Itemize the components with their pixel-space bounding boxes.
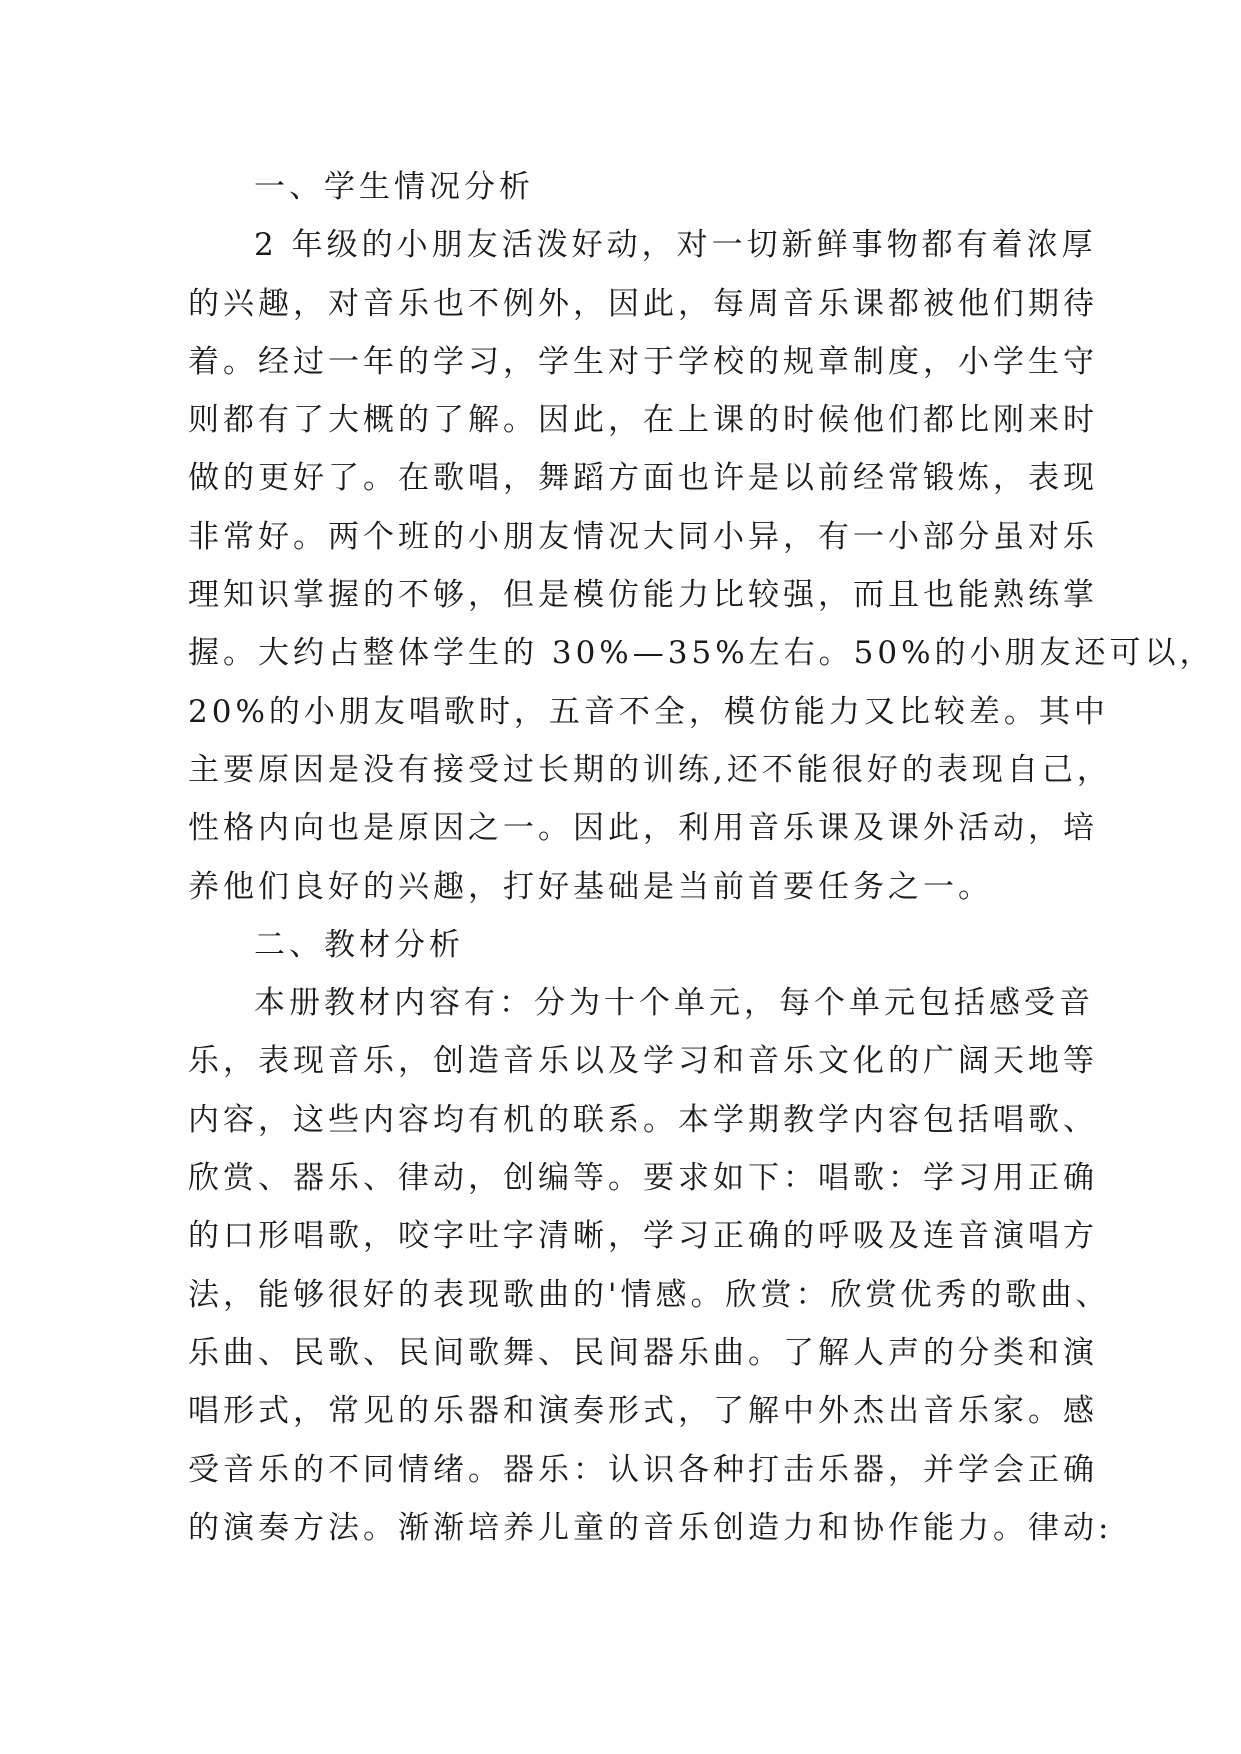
paragraph-line: 乐曲、民歌、民间歌舞、民间器乐曲。了解人声的分类和演 [188,1334,1098,1371]
paragraph-line: 着。经过一年的学习，学生对于学校的规章制度，小学生守 [188,343,1098,380]
paragraph-line: 非常好。两个班的小朋友情况大同小异，有一小部分虽对乐 [188,518,1098,555]
paragraph-line: 握。大约占整体学生的 30%—35%左右。50%的小朋友还可以， [188,635,1215,672]
paragraph-line: 欣赏、器乐、律动，创编等。要求如下：唱歌：学习用正确 [188,1160,1098,1197]
paragraph-line: 法，能够很好的表现歌曲的'情感。欣赏：欣赏优秀的歌曲、 [188,1276,1111,1313]
paragraph-line: 内容，这些内容均有机的联系。本学期教学内容包括唱歌、 [188,1101,1098,1138]
paragraph-line: 的演奏方法。渐渐培养儿童的音乐创造力和协作能力。律动: [188,1509,1113,1546]
heading-student-analysis: 一、学生情况分析 [254,169,534,205]
paragraph-line: 唱形式，常见的乐器和演奏形式，了解中外杰出音乐家。感 [188,1393,1098,1430]
paragraph-line: 养他们良好的兴趣，打好基础是当前首要任务之一。 [188,868,993,905]
paragraph-line: 性格内向也是原因之一。因此，利用音乐课及课外活动，培 [188,810,1098,847]
paragraph-line: 受音乐的不同情绪。器乐：认识各种打击乐器，并学会正确 [188,1451,1098,1488]
paragraph-line: 20%的小朋友唱歌时，五音不全，模仿能力又比较差。其中 [188,693,1109,730]
paragraph-line: 则都有了大概的了解。因此，在上课的时候他们都比刚来时 [188,402,1098,439]
paragraph-line: 乐，表现音乐，创造音乐以及学习和音乐文化的广阔天地等 [188,1043,1098,1080]
paragraph-line: 的口形唱歌，咬字吐字清晰，学习正确的呼吸及连音演唱方 [188,1218,1098,1255]
paragraph-line: 的兴趣，对音乐也不例外，因此，每周音乐课都被他们期待 [188,285,1098,322]
paragraph-line: 本册教材内容有：分为十个单元，每个单元包括感受音 [254,985,1094,1022]
paragraph-line: 理知识掌握的不够，但是模仿能力比较强，而且也能熟练掌 [188,577,1098,614]
heading-textbook-analysis: 二、教材分析 [254,926,464,963]
document-body [188,158,1215,1557]
paragraph-line: 主要原因是没有接受过长期的训练,还不能很好的表现自己， [188,751,1112,788]
paragraph-line: 2 年级的小朋友活泼好动，对一切新鲜事物都有着浓厚 [254,227,1097,264]
paragraph-line: 做的更好了。在歌唱，舞蹈方面也许是以前经常锻炼，表现 [188,460,1098,497]
